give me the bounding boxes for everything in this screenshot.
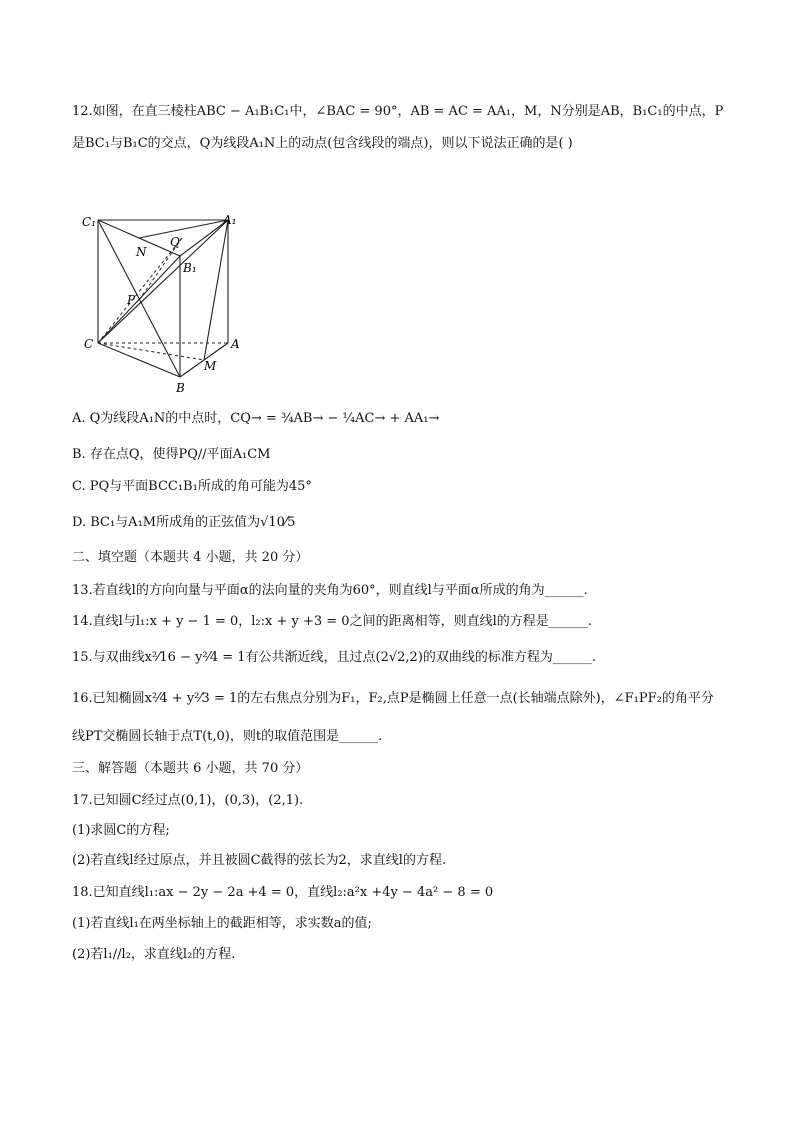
label-a1: A₁: [223, 213, 237, 227]
edge-c-b: [98, 343, 180, 377]
question-14: 14.直线l与l₁:x + y − 1 = 0，l₂:x + y +3 = 0之间的距离相等，则直线l的方程是______.: [72, 614, 592, 629]
label-q: Q: [170, 235, 180, 249]
question-13: 13.若直线l的方向向量与平面α的法向量的夹角为60°，则直线l与平面α所成的角为______.: [72, 583, 588, 598]
label-b1: B₁: [183, 261, 197, 275]
label-n: N: [136, 245, 147, 259]
q12-option-d: D. BC₁与A₁M所成角的正弦值为√10⁄5: [72, 515, 296, 530]
q12-option-b: B. 存在点Q，使得PQ//平面A₁CM: [72, 447, 271, 462]
q12-option-c: C. PQ与平面BCC₁B₁所成的角可能为45°: [72, 479, 312, 494]
label-b: B: [176, 381, 185, 395]
hidden-segment-c-m: [98, 343, 204, 360]
question-16-line1: 16.已知椭圆x²⁄4 + y²⁄3 = 1的左右焦点分别为F₁，F₂,点P是椭圆上任意一点(长轴端点除外)，∠F₁PF₂的角平分: [72, 691, 714, 706]
segment-c1-b: [98, 220, 180, 377]
q12-option-a: A. Q为线段A₁N的中点时，CQ→ = ¾AB→ − ¼AC→ + AA₁→: [72, 411, 440, 426]
q12-line1: 12.如图，在直三棱柱ABC − A₁B₁C₁中，∠BAC = 90°，AB = AC = AA₁，M，N分别是AB，B₁C₁的中点，P: [72, 104, 724, 119]
prism-figure: [70, 200, 250, 395]
question-18-part2: (2)若l₁//l₂，求直线l₂的方程.: [72, 947, 236, 962]
section-3-heading: 三、解答题（本题共 6 小题，共 70 分）: [72, 761, 309, 776]
segment-a1-m: [204, 220, 228, 360]
question-16-line2: 线PT交椭圆长轴于点T(t,0)，则t的取值范围是______.: [72, 729, 383, 744]
question-18-part1: (1)若直线l₁在两坐标轴上的截距相等，求实数a的值;: [72, 916, 372, 931]
prism-diagram: [70, 200, 250, 395]
question-18: 18.已知直线l₁:ax − 2y − 2a +4 = 0，直线l₂:a²x +4y − 4a² − 8 = 0: [72, 885, 494, 900]
question-17-part2: (2)若直线l经过原点，并且被圆C截得的弦长为2，求直线l的方程.: [72, 853, 447, 868]
label-p: P: [127, 293, 136, 307]
section-2-heading: 二、填空题（本题共 4 小题，共 20 分）: [72, 550, 309, 565]
segment-a1-c: [98, 220, 228, 343]
question-15: 15.与双曲线x²⁄16 − y²⁄4 = 1有公共渐近线，且过点(2√2,2)的双曲线的标准方程为______.: [72, 650, 597, 665]
label-m: M: [204, 359, 217, 373]
label-c1: C₁: [82, 215, 96, 229]
label-c: C: [84, 337, 94, 351]
q12-line2: 是BC₁与B₁C的交点，Q为线段A₁N上的动点(包含线段的端点)，则以下说法正确的是( ): [72, 136, 573, 151]
question-17: 17.已知圆C经过点(0,1)，(0,3)，(2,1).: [72, 793, 304, 808]
question-17-part1: (1)求圆C的方程;: [72, 823, 170, 838]
label-a: A: [231, 337, 240, 351]
segment-a1-n: [139, 220, 228, 238]
